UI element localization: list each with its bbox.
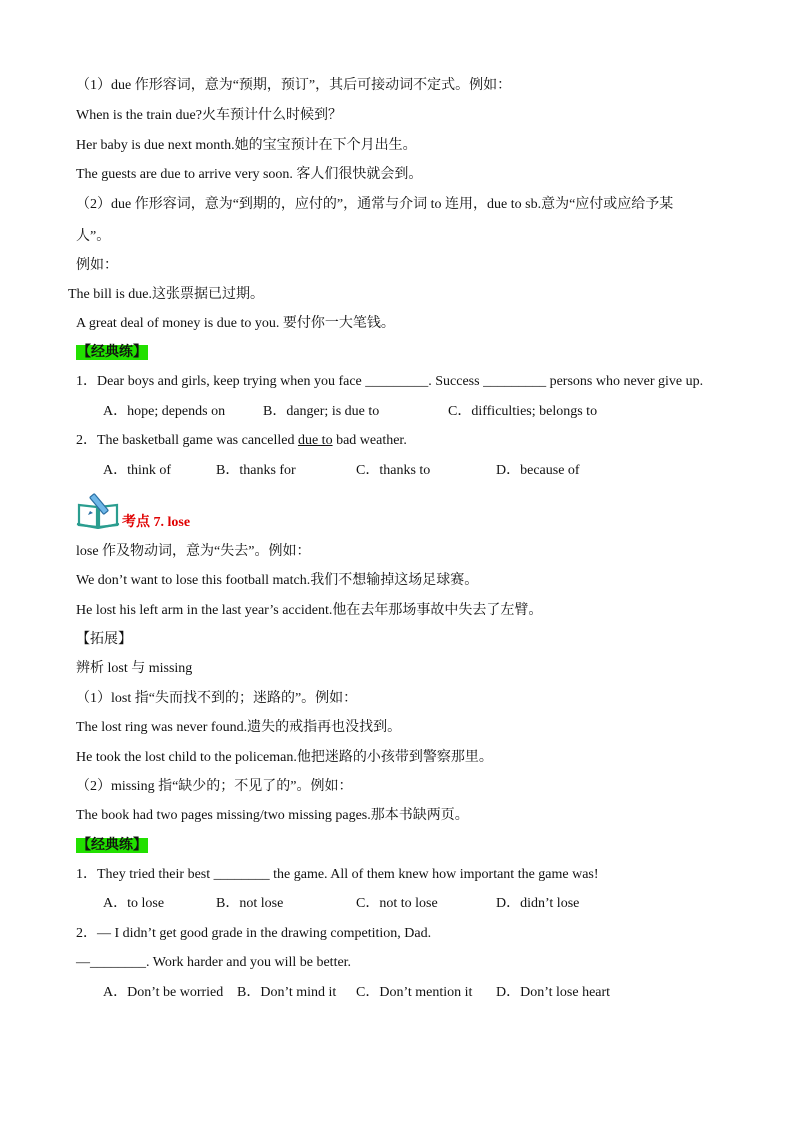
due-point-1: （1）due 作形容词，意为“预期，预订”，其后可接动词不定式。例如： [76, 78, 512, 93]
kaodian-title [122, 513, 190, 533]
practice2-question-2: 2．— I didn’t get good grade in the drawing competition, Dad. [76, 926, 432, 941]
practice2-q1-option-c: C．not to lose [356, 896, 438, 911]
due-example-intro: 例如： [76, 258, 118, 273]
practice1-q2-option-a: A．think of [103, 463, 172, 478]
practice1-q2-option-b: B．thanks for [216, 463, 296, 478]
lose-point-1: lose 作及物动词，意为“失去”。例如： [76, 544, 311, 559]
due-point-2: （2）due 作形容词，意为“到期的，应付的”，通常与介词 to 连用，due to sb.意为“应付或应给予某 [76, 197, 674, 212]
practice1-q2-pre: 2．The basketball game was cancelled [76, 433, 298, 448]
lost-example-2: He took the lost child to the policeman.他把迷路的小孩带到警察那里。 [76, 750, 493, 765]
lost-point: （1）lost 指“失而找不到的；迷路的”。例如： [76, 691, 358, 706]
practice2-q2-option-d: D．Don’t lose heart [496, 985, 611, 1000]
practice-tag-2-label: 【经典练】 [77, 838, 147, 853]
missing-example: The book had two pages missing/two missing pages.那本书缺两页。 [76, 808, 469, 823]
practice2-question-1: 1．They tried their best ________ the game. All of them knew how important the game was! [76, 867, 599, 882]
practice1-question-2 [76, 431, 407, 451]
practice1-q1-option-c: C．difficulties; belongs to [448, 404, 598, 419]
practice2-q2-option-c: C．Don’t mention it [356, 985, 473, 1000]
due-example-1: When is the train due?火车预计什么时候到？ [76, 108, 342, 123]
practice2-q2-option-b: B．Don’t mind it [237, 985, 337, 1000]
practice1-question-1: 1．Dear boys and girls, keep trying when you face _________. Success _________ persons who never give up. [76, 374, 704, 389]
lose-example-2: He lost his left arm in the last year’s accident.他在去年那场事故中失去了左臂。 [76, 603, 543, 618]
practice2-question-2-reply: —________. Work harder and you will be better. [76, 955, 352, 970]
practice-tag-2 [76, 836, 148, 856]
extension-tag: 【拓展】 [76, 632, 132, 647]
extension-title: 辨析 lost 与 missing [76, 661, 193, 676]
practice1-q2-underlined: due to [297, 433, 333, 448]
practice1-q1-option-a: A．hope; depends on [103, 404, 226, 419]
due-example-4: The bill is due.这张票据已过期。 [68, 287, 264, 302]
practice2-q2-option-a: A．Don’t be worried [103, 985, 224, 1000]
due-example-5: A great deal of money is due to you. 要付你一大笔钱。 [76, 316, 395, 331]
practice2-q1-option-d: D．didn’t lose [496, 896, 580, 911]
kaodian-title-text: 考点 7. lose [122, 515, 191, 530]
practice-tag-label: 【经典练】 [77, 345, 147, 360]
due-example-3: The guests are due to arrive very soon. 客人们很快就会到。 [76, 167, 423, 182]
practice1-q2-post: bad weather. [332, 433, 407, 448]
practice1-q2-option-c: C．thanks to [356, 463, 431, 478]
practice-tag [76, 343, 148, 363]
practice2-q1-option-a: A．to lose [103, 896, 165, 911]
missing-point: （2）missing 指“缺少的；不见了的”。例如： [76, 779, 353, 794]
due-point-2-cont: 人”。 [76, 229, 111, 244]
lose-example-1: We don’t want to lose this football match.我们不想输掉这场足球赛。 [76, 573, 479, 588]
book-pen-icon [76, 491, 120, 529]
practice1-q1-option-b: B．danger; is due to [263, 404, 380, 419]
practice2-q1-option-b: B．not lose [216, 896, 284, 911]
due-example-2: Her baby is due next month.她的宝宝预计在下个月出生。 [76, 138, 417, 153]
lost-example-1: The lost ring was never found.遗失的戒指再也没找到。 [76, 720, 402, 735]
practice1-q2-option-d: D．because of [496, 463, 580, 478]
